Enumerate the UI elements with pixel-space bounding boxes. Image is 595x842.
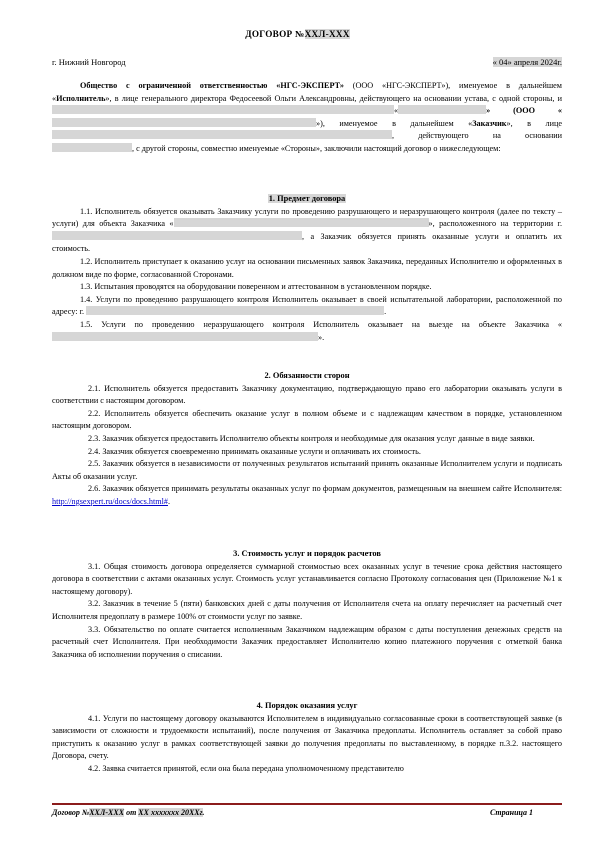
clause-2-1: 2.1. Исполнитель обязуется предоставить Заказчику документацию, подтверждающую право его лаборатории оказывать услуги в соответствии с настоящим договором. <box>52 383 562 406</box>
clause-1-1: 1.1. Исполнитель обязуется оказывать Заказчику услуги по проведению разрушающего и неразрушающего контроля (далее по тексту – услуги) для объекта Заказчика « », расположенного на территории г., а Заказчик обязуется принять оказанные услуги и оплатить их стоимость. <box>52 206 562 254</box>
footer-contract-ref: Договор №ХХЛ-ХХХ от ХХ ххххххх 20ХХг. <box>52 808 205 817</box>
clause-2-6: 2.6. Заказчик обязуется принимать результаты оказанных услуг по формам документов, размещенным на внешнем сайте Исполнителя: http://ngsexpert.ru/docs/docs.html#. <box>52 484 562 506</box>
preamble-paragraph: Общество с ограниченной ответственностью «НГС-ЭКСПЕРТ» (ООО «НГС-ЭКСПЕРТ»), именуемое в дальнейшем «Исполнитель», в лице генерального директора Федосеевой Ольги Александровны, действующего на основании устава, с одной стороны, и « » (ООО «»), именуемое в дальнейшем «Заказчик», в лице , действующего на основании , с другой стороны, совместно именуемые «Стороны», заключили настоящий договор о нижеследующем: <box>52 81 562 153</box>
footer-divider <box>52 803 562 805</box>
clause-3-2: 3.2. Заказчик в течение 5 (пяти) банковских дней с даты получения от Исполнителя счета на оплату перечисляет на расчетный счет Исполнителя предоплату в размере 100% от стоимости услуг по заявке. <box>52 599 562 621</box>
preamble <box>52 80 562 156</box>
section-4-title: 4. Порядок оказания услуг <box>256 701 358 710</box>
blank-field <box>52 143 132 152</box>
blank-field <box>398 105 486 114</box>
clause-2-5: 2.5. Заказчик обязуется в независимости от полученных результатов испытаний принять оказанные Исполнителем услуги и подписать Акты об оказании услуг. <box>52 459 562 481</box>
section-2 <box>52 370 562 509</box>
clause-1-3: 1.3. Испытания проводятся на оборудовании поверенном и аттестованном в установленном порядке. <box>80 282 432 292</box>
section-4 <box>52 700 562 776</box>
city: г. Нижний Новгород <box>52 57 126 67</box>
section-1 <box>52 193 562 344</box>
contract-number: ХХЛ-ХХХ <box>304 29 350 39</box>
clause-2-2: 2.2. Исполнитель обязуется обеспечить оказание услуг в полном объеме и с надлежащим качеством в порядке, установленном настоящим договором. <box>52 408 562 431</box>
section-3-title: 3. Стоимость услуг и порядок расчетов <box>233 549 381 558</box>
clause-2-4: 2.4. Заказчик обязуется своевременно принимать оказанные услуги и оплачивать их стоимость. <box>88 446 421 456</box>
clause-4-2: 4.2. Заявка считается принятой, если она была передана уполномоченному представителю <box>88 763 404 773</box>
clause-2-3: 2.3. Заказчик обязуется предоставить Исполнителю объекты контроля и необходимые для оказания услуг данные в виде заявки. <box>88 433 535 443</box>
clause-3-1: 3.1. Общая стоимость договора определяется суммарной стоимостью всех оказанных услуг в течение срока действия настоящего договора в соответствии с актами оказанных услуг. Стоимость услуг устанавливается согласно Протоколу согласования цен (Приложение №1 к настоящему договору). <box>52 561 562 596</box>
section-2-title: 2. Обязанности сторон <box>264 371 350 380</box>
clause-1-2: 1.2. Исполнитель приступает к оказанию услуг на основании письменных заявок Заказчика, переданных Исполнителю и оформленных в должном виде по форме, согласованной Сторонами. <box>52 256 562 279</box>
section-3 <box>52 548 562 661</box>
docs-link[interactable]: http://ngsexpert.ru/docs/docs.html# <box>52 496 168 506</box>
clause-3-3: 3.3. Обязательство по оплате считается исполненным Заказчиком надлежащим образом с даты поступления денежных средств на расчетный счет Исполнителя. При необходимости Заказчик предоставляет Исполнителю копию платежного поручения с отметкой банка Заказчика об исполнении поручения о списании. <box>52 624 562 659</box>
blank-field <box>52 130 392 139</box>
blank-field <box>52 105 394 114</box>
title-prefix: ДОГОВОР № <box>245 29 305 39</box>
clause-1-4: 1.4. Услуги по проведению разрушающего контроля Исполнитель оказывает в своей испытательной лаборатории, расположенной по адресу: г. . <box>52 294 562 317</box>
contract-date: « 04» апреля 2024г. <box>492 57 562 67</box>
page-number: Страница 1 <box>489 808 533 817</box>
document-title <box>0 29 595 39</box>
section-1-title: 1. Предмет договора <box>268 194 346 203</box>
clause-1-5: 1.5. Услуги по проведению неразрушающего контроля Исполнитель оказывает на выезде на объекте Заказчика «». <box>52 319 562 344</box>
blank-field <box>52 118 316 127</box>
clause-4-1: 4.1. Услуги по настоящему договору оказываются Исполнителем в индивидуально согласованные сроки в соответствующей заявке (в зависимости от сложности и трудоемкости испытаний), после получения от Заказчика предоплаты. Исполнитель оставляет за собой право приступить к оказанию услуг в рамках соответствующей заявки до получения предоплаты по выставленному, в порядке п.3.2. настоящего Договора, счету. <box>52 713 562 761</box>
